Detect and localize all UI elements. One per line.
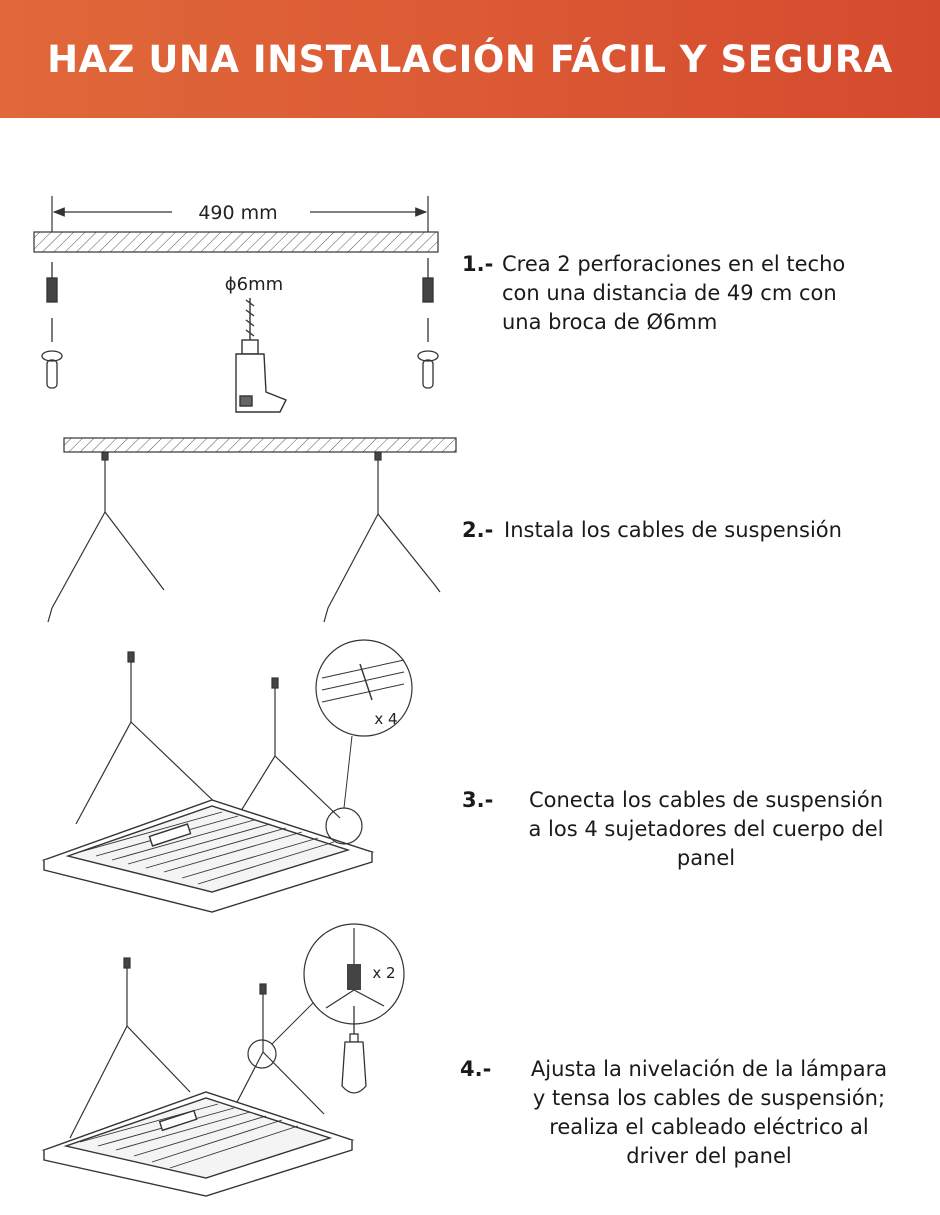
led-panel bbox=[44, 1092, 352, 1196]
clip-detail-zoom bbox=[316, 640, 412, 736]
step-4 bbox=[460, 1055, 930, 1171]
header-banner bbox=[0, 0, 940, 118]
step-text: Conecta los cables de suspensión a los 4 sujetadores del cuerpo del panel bbox=[528, 788, 884, 870]
step-text: Ajusta la nivelación de la lámpara y tensa los cables de suspensión; realiza el cableado eléctrico al driver del panel bbox=[530, 1057, 888, 1168]
ceiling-slab bbox=[64, 438, 456, 452]
step-number: 3.- bbox=[462, 788, 494, 812]
step3-illustration bbox=[44, 640, 412, 912]
step-2 bbox=[462, 516, 922, 545]
step4-illustration bbox=[44, 924, 404, 1196]
led-panel bbox=[44, 800, 372, 912]
step-text: Crea 2 perforaciones en el techo con una distancia de 49 cm con una broca de Ø6mm bbox=[502, 252, 846, 334]
ceiling-slab bbox=[34, 232, 438, 252]
step-number: 1.- bbox=[462, 252, 494, 276]
clip-count-label: x 4 bbox=[374, 710, 398, 728]
cable-left bbox=[48, 452, 164, 622]
adjust-count-label: x 2 bbox=[372, 964, 396, 982]
dimension-label: 490 mm bbox=[198, 202, 278, 224]
page-title: HAZ UNA INSTALACIÓN FÁCIL Y SEGURA bbox=[47, 37, 893, 81]
step-text: Instala los cables de suspensión bbox=[504, 518, 842, 542]
drill-icon bbox=[236, 298, 286, 412]
step-1 bbox=[462, 250, 922, 337]
step1-illustration bbox=[34, 196, 438, 412]
drill-size-label: ϕ6mm bbox=[224, 274, 284, 295]
step2-illustration bbox=[48, 438, 456, 622]
anchor-right bbox=[418, 258, 438, 388]
step-number: 4.- bbox=[460, 1057, 492, 1081]
cable-right bbox=[324, 452, 440, 622]
detail-callout-small bbox=[326, 808, 362, 844]
anchor-left bbox=[42, 262, 62, 388]
step-3 bbox=[462, 786, 922, 873]
step-number: 2.- bbox=[462, 518, 494, 542]
